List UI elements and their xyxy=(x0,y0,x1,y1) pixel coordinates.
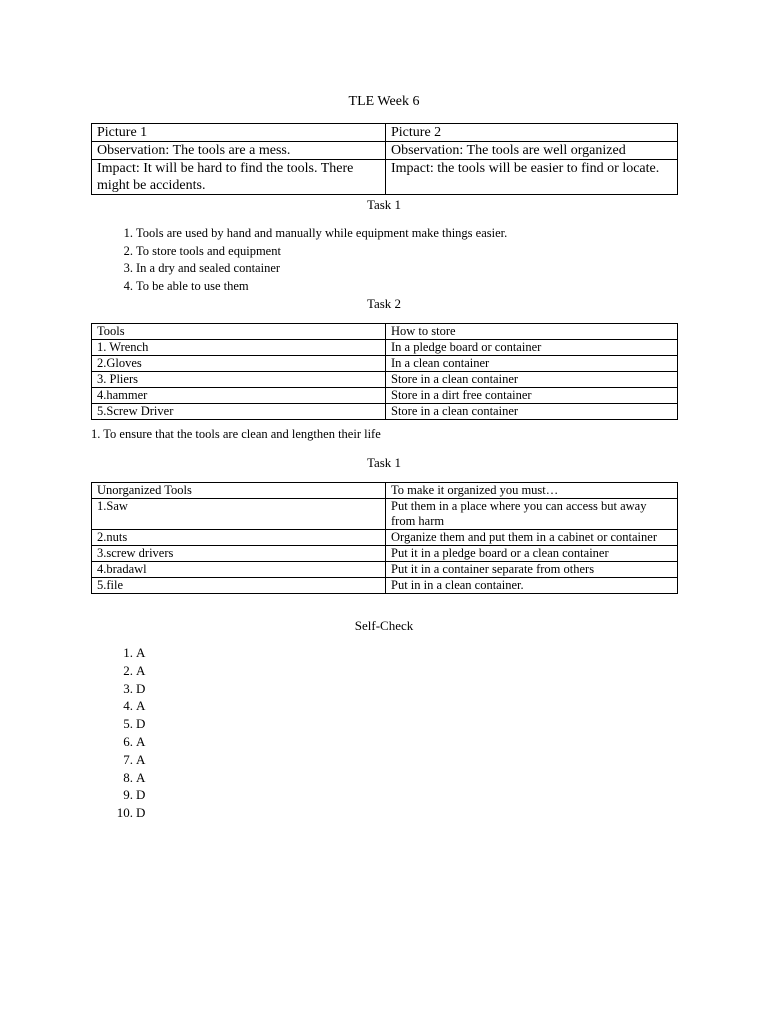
table-row xyxy=(92,124,678,142)
list-number: 4. xyxy=(123,278,133,293)
table-row xyxy=(92,160,678,195)
page-title: TLE Week 6 xyxy=(348,94,420,109)
organize-table xyxy=(91,482,678,594)
table-row xyxy=(92,562,678,578)
list-number: 1. xyxy=(123,226,133,240)
list-text: A xyxy=(136,769,146,785)
table-row xyxy=(92,546,678,562)
table-cell: Impact: the tools will be easier to find or locate. xyxy=(386,160,678,195)
list-number: 6. xyxy=(123,733,133,749)
list-item xyxy=(111,680,145,698)
list-number: 8. xyxy=(123,769,133,785)
table-row xyxy=(92,404,678,420)
list-item xyxy=(111,697,145,715)
list-text: A xyxy=(136,751,146,767)
table-cell: 5.file xyxy=(92,578,386,594)
table-cell: In a clean container xyxy=(386,356,678,372)
list-text: D xyxy=(136,716,146,732)
list-number: 3. xyxy=(123,680,133,696)
list-number: 9. xyxy=(123,787,133,803)
table-cell: Store in a clean container xyxy=(386,372,678,388)
list-item xyxy=(111,715,145,733)
storage-table xyxy=(91,323,678,420)
table-cell: Observation: The tools are well organized xyxy=(386,142,678,160)
list-item xyxy=(111,243,507,261)
table-cell: 4.bradawl xyxy=(92,562,386,578)
list-number: 5. xyxy=(123,716,133,732)
table-row xyxy=(92,578,678,594)
table-cell: 2.nuts xyxy=(92,530,386,546)
list-text: A xyxy=(136,698,146,714)
list-item xyxy=(111,769,145,787)
list-text: D xyxy=(136,805,146,821)
list-item xyxy=(111,733,145,751)
list-number: 10. xyxy=(116,805,133,821)
table-row xyxy=(92,340,678,356)
list-text: A xyxy=(136,662,146,678)
list-item xyxy=(111,751,145,769)
list-item xyxy=(111,260,507,278)
table-cell: Put them in a place where you can access but away from harm xyxy=(386,499,678,530)
list-text: D xyxy=(136,787,146,803)
table-cell: Put it in a pledge board or a clean container xyxy=(386,546,678,562)
list-item xyxy=(111,786,145,804)
list-item xyxy=(111,644,145,662)
list-text: A xyxy=(136,733,146,749)
list-text: A xyxy=(136,645,146,660)
table-cell: 4.hammer xyxy=(92,388,386,404)
table-cell: Store in a dirt free container xyxy=(386,388,678,404)
selfcheck-heading: Self-Check xyxy=(354,618,414,633)
table-row xyxy=(92,356,678,372)
table-cell: Store in a clean container xyxy=(386,404,678,420)
table-cell: In a pledge board or container xyxy=(386,340,678,356)
task1-heading: Task 1 xyxy=(366,197,402,212)
table-cell: 5.Screw Driver xyxy=(92,404,386,420)
table-cell: Tools xyxy=(92,324,386,340)
table-cell: Put in in a clean container. xyxy=(386,578,678,594)
list-text: In a dry and sealed container xyxy=(136,261,281,275)
table-row xyxy=(92,372,678,388)
task1-list xyxy=(111,225,507,295)
list-text: To store tools and equipment xyxy=(136,243,281,258)
table-cell: 3.screw drivers xyxy=(92,546,386,562)
table-cell: 2.Gloves xyxy=(92,356,386,372)
task2-note: 1. To ensure that the tools are clean and lengthen their life xyxy=(91,427,381,441)
list-text: Tools are used by hand and manually while equipment make things easier. xyxy=(136,226,508,240)
table-cell: 3. Pliers xyxy=(92,372,386,388)
table-cell: Organize them and put them in a cabinet or container xyxy=(386,530,678,546)
table-row xyxy=(92,499,678,530)
selfcheck-list xyxy=(111,644,145,822)
table-row xyxy=(92,142,678,160)
table-cell: Impact: It will be hard to find the tools. There might be accidents. xyxy=(92,160,386,195)
task2-heading: Task 2 xyxy=(366,296,402,311)
table-cell: Unorganized Tools xyxy=(92,483,386,499)
table-cell: Put it in a container separate from others xyxy=(386,562,678,578)
list-number: 3. xyxy=(123,261,133,275)
list-item xyxy=(111,225,507,243)
list-number: 1. xyxy=(123,645,133,660)
list-item xyxy=(111,662,145,680)
list-item xyxy=(111,278,507,296)
list-number: 2. xyxy=(123,662,133,678)
table-cell: How to store xyxy=(386,324,678,340)
list-text: D xyxy=(136,680,146,696)
table-row xyxy=(92,324,678,340)
table-cell: Picture 2 xyxy=(386,124,678,142)
list-number: 7. xyxy=(123,751,133,767)
table-cell: 1.Saw xyxy=(92,499,386,530)
list-number: 2. xyxy=(123,243,133,258)
list-item xyxy=(111,804,145,822)
list-text: To be able to use them xyxy=(136,278,249,293)
table-cell: Picture 1 xyxy=(92,124,386,142)
list-number: 4. xyxy=(123,698,133,714)
table-cell: To make it organized you must… xyxy=(386,483,678,499)
picture-table xyxy=(91,123,678,195)
table-row xyxy=(92,483,678,499)
table-row xyxy=(92,388,678,404)
table-row xyxy=(92,530,678,546)
table-cell: Observation: The tools are a mess. xyxy=(92,142,386,160)
task1b-heading: Task 1 xyxy=(366,455,402,470)
table-cell: 1. Wrench xyxy=(92,340,386,356)
